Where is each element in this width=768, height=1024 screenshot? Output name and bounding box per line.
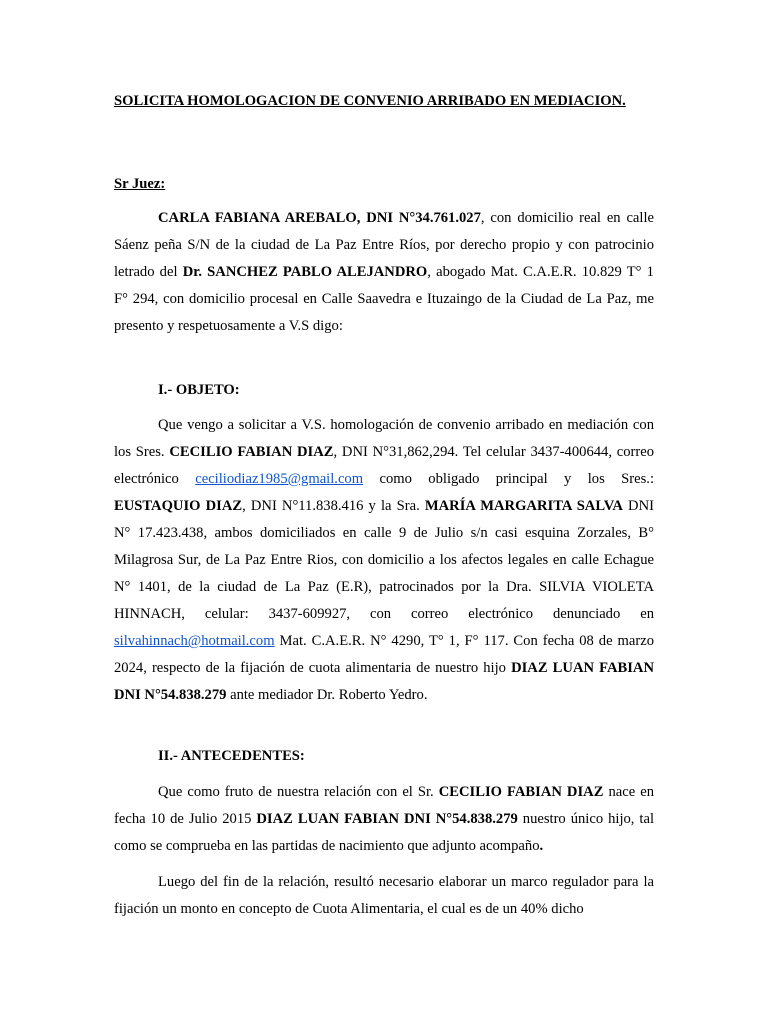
party-name: MARÍA MARGARITA SALVA	[424, 498, 623, 514]
objeto-paragraph: Que vengo a solicitar a V.S. homologación de convenio arribado en mediación con los Sres. CECILIO FABIAN DIAZ, DNI N°31,862,294. Tel celular 3437-400644, correo electrónico ceciliodiaz1985@gmail.com como obligado principal y los Sres.: EUSTAQUIO DIAZ, DNI N°11.838.416 y la Sra. MARÍA MARGARITA SALVA DNI N° 17.423.438, ambos domiciliados en calle 9 de Julio s/n casi esquina Zorzales, B° Milagrosa Sur, de La Paz Entre Rios, con domicilio a los afectos legales en calle Echague N° 1401, de la ciudad de La Paz (E.R), patrocinados por la Dra. SILVIA VIOLETA HINNACH, celular: 3437-609927, con correo electrónico denunciado en silvahinnach@hotmail.com Mat. C.A.E.R. N° 4290, T° 1, F° 117. Con fecha 08 de marzo 2024, respecto de la fijación de cuota alimentaria de nuestro hijo DIAZ LUAN FABIAN DNI N°54.838.279 ante mediador Dr. Roberto Yedro.	[114, 417, 655, 703]
petitioner-name: CARLA FABIANA AREBALO, DNI N°34.761.027	[158, 210, 481, 226]
child-name: DIAZ LUAN FABIAN DNI N°54.838.279	[256, 811, 518, 827]
email-link[interactable]: ceciliodiaz1985@gmail.com	[195, 471, 364, 487]
antecedentes-paragraph-1: Que como fruto de nuestra relación con el Sr. CECILIO FABIAN DIAZ nace en fecha 10 de Julio 2015 DIAZ LUAN FABIAN DNI N°54.838.279 nuestro único hijo, tal como se comprueba en las partidas de nacimiento que adjunto acompaño.	[114, 784, 655, 854]
party-name: EUSTAQUIO DIAZ	[114, 498, 243, 514]
party-name: CECILIO FABIAN DIAZ	[438, 784, 604, 800]
party-name: CECILIO FABIAN DIAZ	[169, 444, 334, 460]
section-heading-objeto: I.- OBJETO:	[158, 382, 240, 398]
antecedentes-paragraph-2: Luego del fin de la relación, resultó necesario elaborar un marco regulador para la fijación un monto en concepto de Cuota Alimentaria, el cual es de un 40% dicho	[114, 874, 654, 917]
email-link[interactable]: silvahinnach@hotmail.com	[114, 633, 275, 649]
child-name: DIAZ LUAN FABIAN DNI N°54.838.279	[114, 660, 654, 703]
intro-paragraph: CARLA FABIANA AREBALO, DNI N°34.761.027, con domicilio real en calle Sáenz peña S/N de la ciudad de La Paz Entre Ríos, por derecho propio y con patrocinio letrado del Dr. SANCHEZ PABLO ALEJANDRO, abogado Mat. C.A.E.R. 10.829 T° 1 F° 294, con domicilio procesal en Calle Saavedra e Ituzaingo de la Ciudad de La Paz, me presento y respetuosamente a V.S digo:	[114, 210, 654, 334]
lawyer-name: Dr. SANCHEZ PABLO ALEJANDRO	[182, 264, 428, 280]
document-title: SOLICITA HOMOLOGACION DE CONVENIO ARRIBADO EN MEDIACION.	[114, 93, 626, 109]
section-heading-antecedentes: II.- ANTECEDENTES:	[158, 748, 305, 764]
salutation: Sr Juez:	[114, 176, 166, 192]
